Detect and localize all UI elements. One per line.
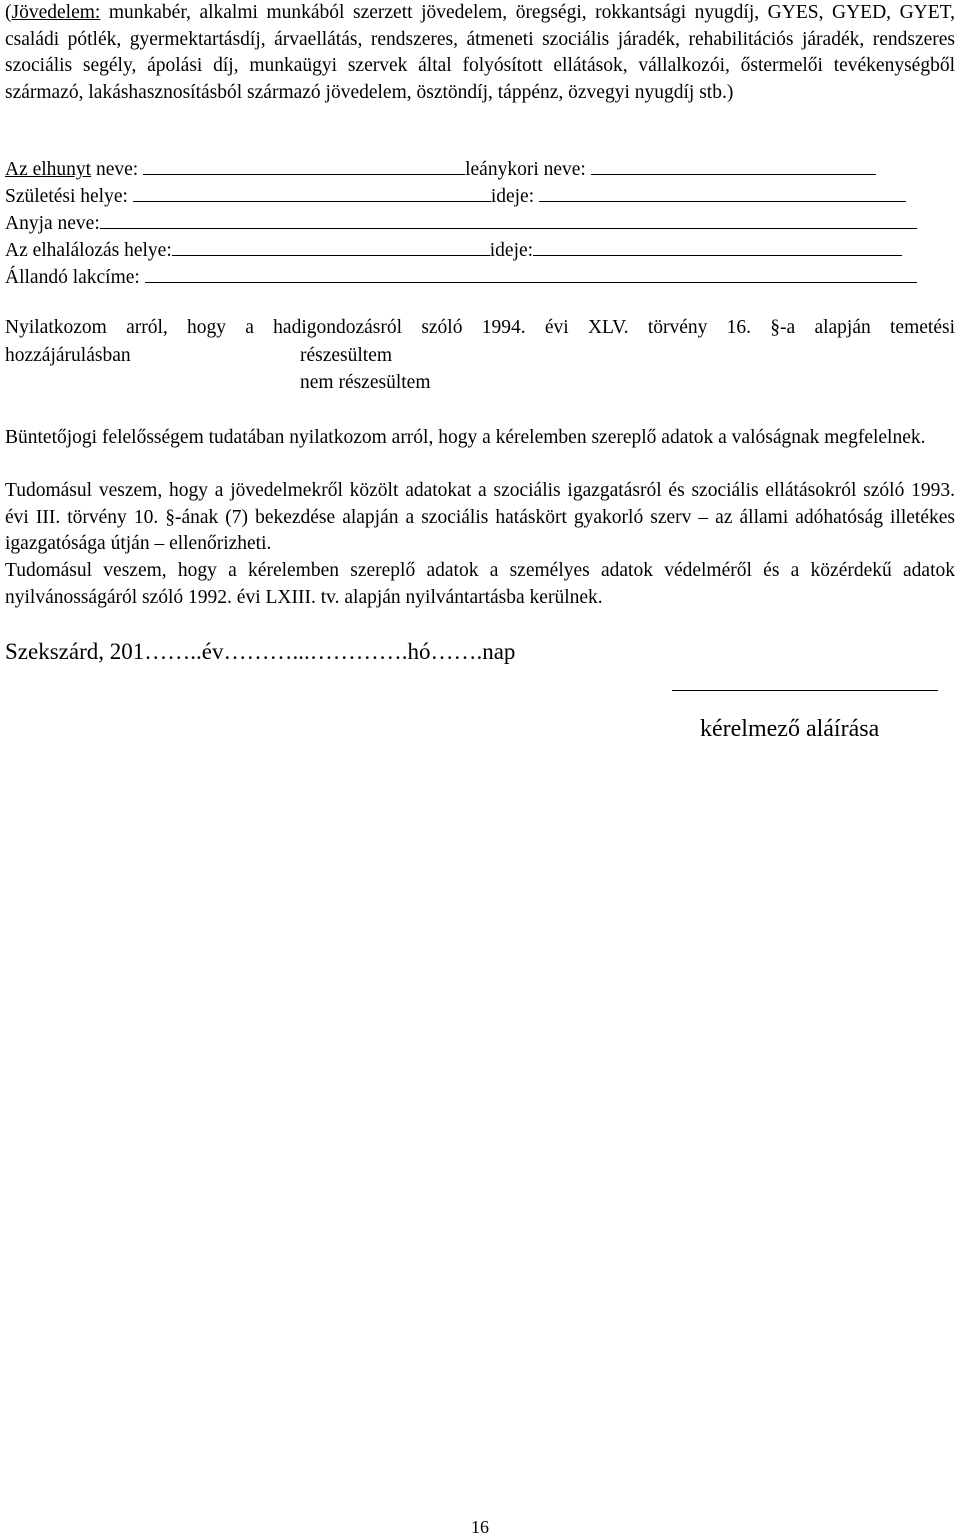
death-date-label: ideje: (489, 240, 534, 261)
maiden-name-field[interactable] (591, 156, 876, 175)
address-field[interactable] (145, 264, 917, 283)
birth-place-field[interactable] (133, 183, 491, 202)
income-label: Jövedelem: (11, 2, 101, 23)
birth-date-field[interactable] (539, 183, 906, 202)
birth-place-label: Születési helye: (5, 186, 128, 207)
birth-date-label: ideje: (490, 186, 535, 207)
income-note (5, 0, 955, 106)
date-line: Szekszárd, 201……..év………...………….hó…….nap (5, 639, 516, 664)
data-protection-statement: Tudomásul veszem, hogy a kérelemben szereplő adatok a személyes adatok védelméről és a közérdekű adatok nyilvánosságáról szóló 1992. évi LXIII. tv. alapján nyilvántartásba kerülnek. (5, 560, 955, 608)
mother-row (5, 210, 955, 237)
deceased-name-row (5, 156, 955, 183)
death-row (5, 237, 955, 264)
signature-line[interactable] (672, 690, 938, 691)
signature-label: kérelmező aláírása (700, 716, 880, 742)
birth-row (5, 183, 955, 210)
address-label: Állandó lakcíme: (5, 267, 140, 288)
mother-name-field[interactable] (100, 210, 917, 229)
declaration-line2 (5, 343, 955, 369)
mother-name-label: Anyja neve: (5, 213, 100, 234)
income-check-statement: Tudomásul veszem, hogy a jövedelmekről közölt adatokat a szociális igazgatásról és szociális ellátásokról szóló 1993. évi III. törvény 10. §-ának (7) bekezdése alapján a szociális hatáskört gyakorló szerv – az állami adóhatóság illetékes igazgatósága útján – ellenőrizheti. (5, 480, 955, 554)
death-date-field[interactable] (533, 237, 902, 256)
criminal-liability-statement: Büntetőjogi felelősségem tudatában nyilatkozom arról, hogy a kérelemben szereplő adatok a valóságnak megfelelnek. (5, 427, 926, 448)
declaration-prefix: hozzájárulásban (5, 345, 131, 366)
deceased-name-label: neve: (91, 159, 139, 180)
maiden-name-label: leánykori neve: (465, 159, 586, 180)
address-row (5, 264, 955, 291)
death-place-label: Az elhalálozás helye: (5, 240, 172, 261)
death-place-field[interactable] (172, 237, 490, 256)
income-text: munkabér, alkalmi munkából szerzett jövedelem, öregségi, rokkantsági nyugdíj, GYES, GYED, GYET, családi pótlék, gyermektartásdíj, árvaellátás, rendszeres, átmeneti szociális járadék, rehabilitációs járadék, rendszeres szociális segély, ápolási díj, munkaügyi szervek által folyósított ellátások, vállalkozói, őstermelői tevékenységből származó, lakáshasznosításból származó jövedelem, ösztöndíj, táppénz, özvegyi nyugdíj stb.) (5, 2, 955, 103)
option-received[interactable]: részesültem (300, 345, 393, 366)
option-not-received[interactable]: nem részesültem (300, 372, 431, 393)
deceased-name-field[interactable] (143, 156, 465, 175)
declaration-line1: Nyilatkozom arról, hogy a hadigondozásról szóló 1994. évi XLV. törvény 16. §-a alapján temetési (5, 317, 955, 338)
income-open-paren: ( (5, 2, 12, 23)
deceased-name-label-underlined: Az elhunyt (5, 159, 92, 180)
page-number: 16 (471, 1517, 489, 1537)
